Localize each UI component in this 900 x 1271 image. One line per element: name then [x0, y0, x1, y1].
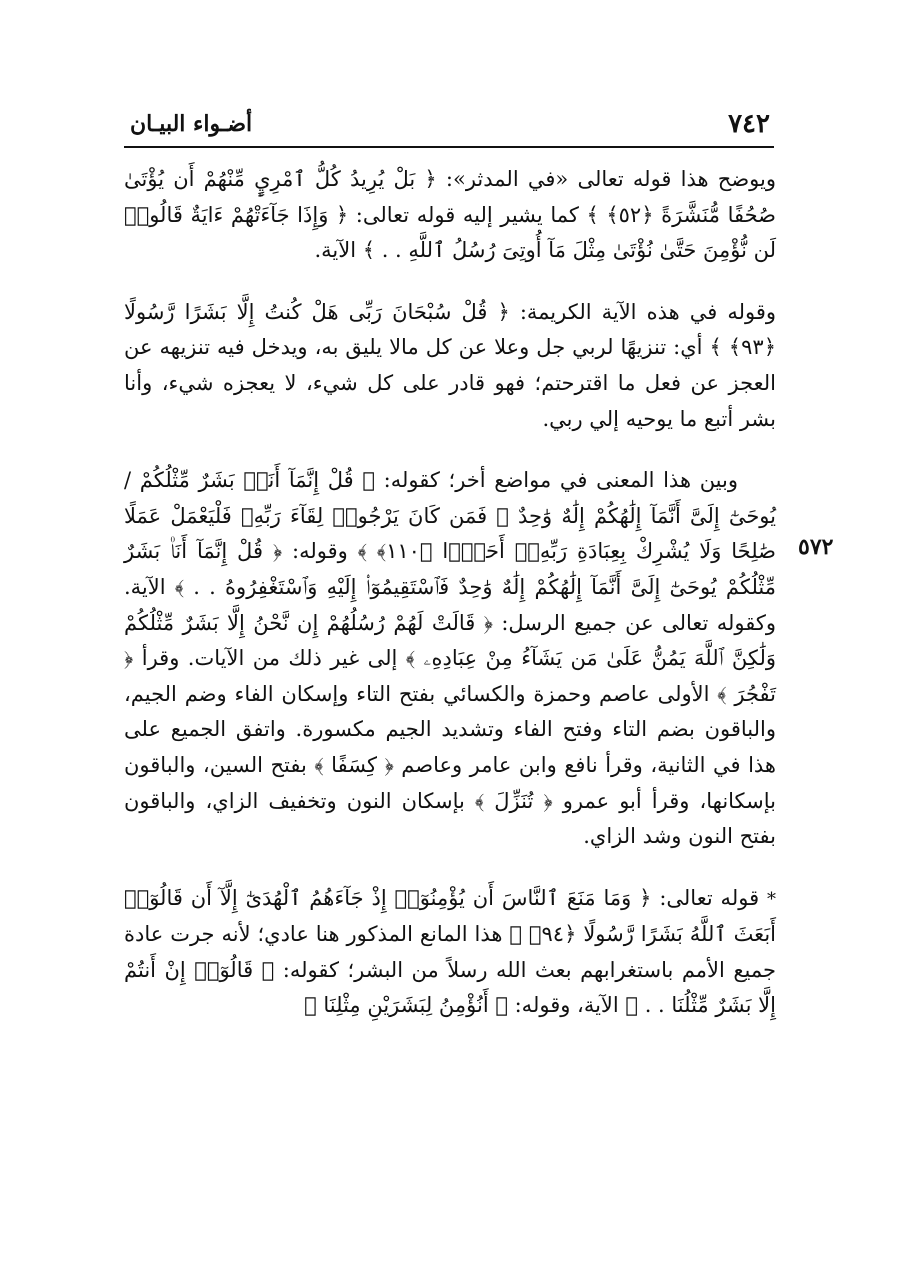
header-divider [124, 146, 774, 148]
paragraph-1: ويوضح هذا قوله تعالى «في المدثر»: ﴿ بَلْ يُرِيدُ كُلُّ ٱمْرِيٍٕ مِّنْهُمْ أَن يُؤْتَىٰ صُحُفًا مُّنَشَّرَةً ﴿٥٢﴾ ﴾ كما يشير إليه قوله تعالى: ﴿ وَإِذَا جَآءَتْهُمْ ءَايَةٌ قَالُوا۟ لَن نُّؤْمِنَ حَتَّىٰ نُؤْتَىٰ مِثْلَ مَآ أُوتِىَ رُسُلُ ٱللَّهِ . . ﴾ الآية. [124, 167, 776, 263]
paragraph-4-text: قوله تعالى: ﴿ وَمَا مَنَعَ ٱلنَّاسَ أَن يُؤْمِنُوٓا۟ إِذْ جَآءَهُمُ ٱلْهُدَىٰٓ إِلَّآ أَن قَالُوٓا۟ أَبَعَثَ ٱللَّهُ بَشَرًا رَّسُولًا ﴿٩٤﴾ ﴾ هذا المانع المذكور هنا عادي؛ لأنه جرت عادة جميع الأمم باستغرابهم بعث الله رسلاً من البشر؛ كقوله: ﴿ قَالُوٓا۟ إِنْ أَنتُمْ إِلَّا بَشَرٌ مِّثْلُنَا . . ﴾ الآية، وقوله: ﴿ أَنُؤْمِنُ لِبَشَرَيْنِ مِثْلِنَا ﴾ [124, 885, 776, 1018]
paragraph-2: وقوله في هذه الآية الكريمة: ﴿ قُلْ سُبْحَانَ رَبِّى هَلْ كُنتُ إِلَّا بَشَرًا رَّسُولًا ﴿٩٣﴾ ﴾ أي: تنزيهًا لربي جل وعلا عن كل مالا يليق به، ويدخل فيه تنزيهه عن العجز عن فعل ما اقترحتم؛ فهو قادر على كل شيء، لا يعجزه شيء، وأنا بشر أتبع ما يوحيه إلي ربي. [124, 299, 776, 431]
page-number: ٧٤٢ [728, 109, 770, 139]
book-title: أضـواء البيـان [130, 111, 253, 137]
page-body [124, 162, 776, 1024]
paragraph-3: وبين هذا المعنى في مواضع أخر؛ كقوله: ﴿ قُلْ إِنَّمَآ أَنَا۠ بَشَرٌ مِّثْلُكُمْ / يُوحَىٰٓ إِلَىَّ أَنَّمَآ إِلَٰهُكُمْ إِلَٰهٌ وَٰحِدٌ ۖ فَمَن كَانَ يَرْجُوا۟ لِقَآءَ رَبِّهِۦ فَلْيَعْمَلْ عَمَلًا صَٰلِحًا وَلَا يُشْرِكْ بِعِبَادَةِ رَبِّهِۦٓ أَحَدًۢا ﴿١١٠﴾ ﴾ وقوله: ﴿ قُلْ إِنَّمَآ أَنَا۠ بَشَرٌ مِّثْلُكُمْ يُوحَىٰٓ إِلَىَّ أَنَّمَآ إِلَٰهُكُمْ إِلَٰهٌ وَٰحِدٌ فَٱسْتَقِيمُوٓا۟ إِلَيْهِ وَٱسْتَغْفِرُوهُ . . ﴾ الآية. وكقوله تعالى عن جميع الرسل: ﴿ قَالَتْ لَهُمْ رُسُلُهُمْ إِن نَّحْنُ إِلَّا بَشَرٌ مِّثْلُكُمْ وَلَٰكِنَّ ٱللَّهَ يَمُنُّ عَلَىٰ مَن يَشَآءُ مِنْ عِبَادِهِۦ ﴾ إلى غير ذلك من الآيات. وقرأ ﴿ تَفْجُرَ ﴾ الأولى عاصم وحمزة والكسائي بفتح التاء وإسكان الفاء وضم الجيم، والباقون بضم التاء وفتح الفاء وتشديد الجيم مكسورة. واتفق الجميع على هذا في الثانية، وقرأ نافع وابن عامر وعاصم ﴿ كِسَفًا ﴾ بفتح السين، والباقون بإسكانها، وقرأ أبو عمرو ﴿ تُنَزِّلَ ﴾ بإسكان النون وتخفيف الزاي، والباقون بفتح النون وشد الزاي. [124, 468, 776, 849]
star-marker: * [767, 888, 776, 910]
margin-page-number: ٥٧٢ [798, 534, 834, 560]
page-header [124, 103, 774, 143]
paragraph-4 [124, 881, 776, 1024]
